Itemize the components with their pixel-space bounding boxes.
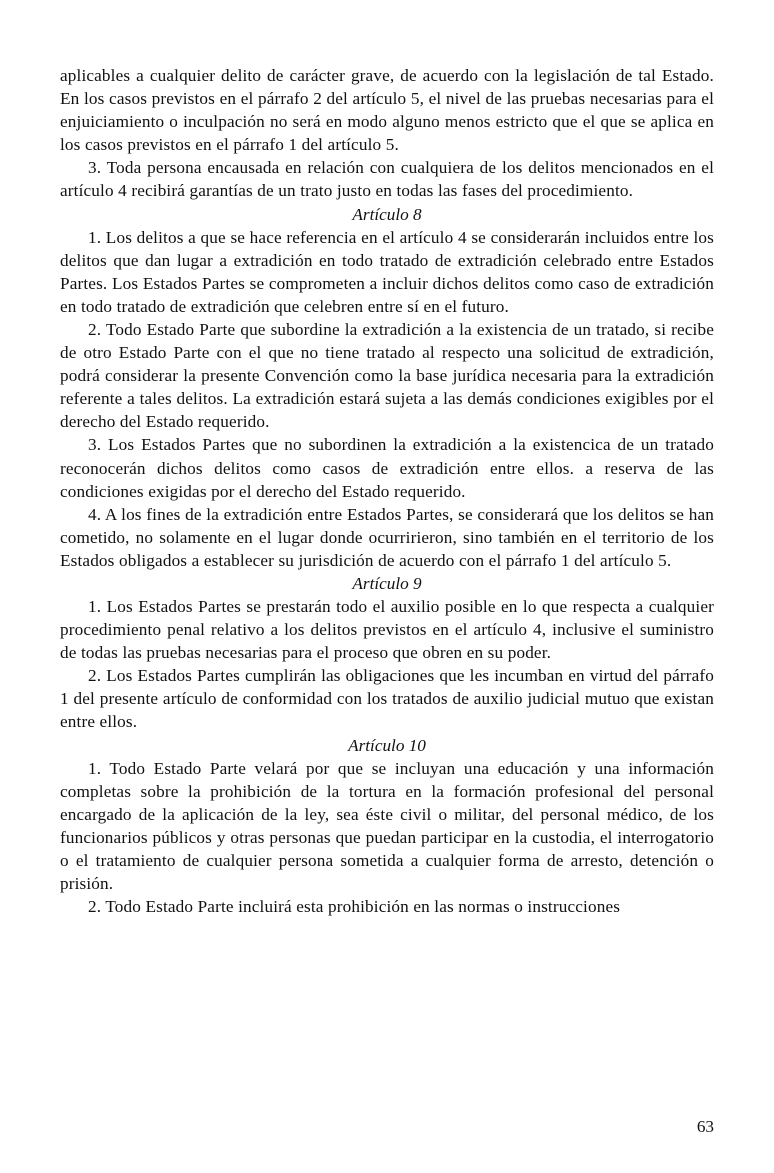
paragraph-3: 3. Toda persona encausada en relación con cualquiera de los delitos mencionados en el artículo 4 recibirá garantías de un trato justo en todas las fases del procedimiento.	[60, 158, 714, 201]
continuation-paragraph: aplicables a cualquier delito de carácter grave, de acuerdo con la legislación de tal Estado. En los casos previstos en el párrafo 2 del artículo 5, el nivel de las pruebas necesarias para el enjuiciamiento o inculpación no será en modo alguno menos estricto que el que se aplica en los casos previstos en el párrafo 1 del artículo 5.	[60, 66, 714, 155]
document-page	[60, 64, 714, 918]
article-9-paragraph-1: 1. Los Estados Partes se prestarán todo el auxilio posible en lo que respecta a cualquier procedimiento penal relativo a los delitos previstos en el artículo 4, inclusive el suministro de todas las pruebas necesarias para el proceso que obren en su poder.	[60, 596, 714, 663]
article-8-heading: Artículo 8	[352, 204, 422, 224]
page-number: 63	[696, 1117, 714, 1136]
article-8-paragraph-1: 1. Los delitos a que se hace referencia en el artículo 4 se considerarán incluidos entre los delitos que dan lugar a extradición en todo tratado de extradición celebrado entre Estados Partes. Los Estados Partes se comprometen a incluir dichos delitos como caso de extradición en todo tratado de extradición que celebren entre sí en el futuro.	[60, 227, 714, 316]
article-8-paragraph-2: 2. Todo Estado Parte que subordine la extradición a la existencia de un tratado, si recibe de otro Estado Parte con el que no tiene tratado al respecto una solicitud de extradición, podrá considerar la presente Convención como la base jurídica necesaria para la extradición referente a tales delitos. La extradición estará sujeta a las demás condiciones exigibles por el derecho del Estado requerido.	[60, 319, 714, 432]
article-9-paragraph-2: 2. Los Estados Partes cumplirán las obligaciones que les incumban en virtud del párrafo 1 del presente artículo de conformidad con los tratados de auxilio judicial mutuo que existan entre ellos.	[60, 666, 714, 732]
article-10-paragraph-1: 1. Todo Estado Parte velará por que se incluyan una educación y una información completas sobre la prohibición de la tortura en la formación profesional del personal encargado de la aplicación de la ley, sea éste civil o militar, del personal médico, de los funcionarios públicos y otras personas que puedan participar en la custodia, el interrogatorio o el tratamiento de cualquier persona sometida a cualquier forma de arresto, detención o prisión.	[60, 758, 714, 893]
article-10-heading: Artículo 10	[348, 735, 426, 755]
article-9-heading: Artículo 9	[352, 573, 422, 593]
article-8-paragraph-3: 3. Los Estados Partes que no subordinen la extradición a la existencica de un tratado reconocerán dichos delitos como casos de extradición entre ellos. a reserva de las condiciones exigidas por el derecho del Estado requerido.	[60, 435, 714, 501]
article-8-paragraph-4: 4. A los fines de la extradición entre Estados Partes, se considerará que los delitos se han cometido, no solamente en el lugar donde ocurririeron, sino también en el territorio de los Estados obligados a establecer su jurisdición de acuerdo con el párrafo 1 del artículo 5.	[60, 504, 714, 570]
article-10-paragraph-2: 2. Todo Estado Parte incluirá esta prohibición en las normas o instrucciones	[88, 897, 621, 917]
